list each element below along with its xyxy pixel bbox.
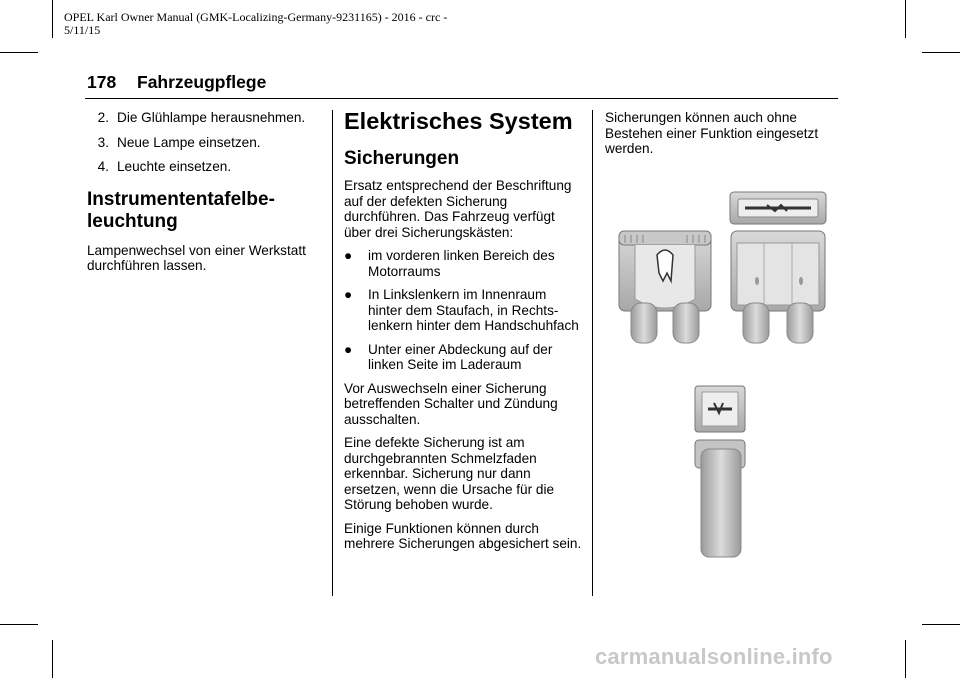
crop-mark [922, 52, 960, 53]
fuse-illustration [605, 185, 837, 565]
mini-fuse-top-view [695, 386, 745, 432]
mini-fuse-side-view [695, 440, 745, 557]
watermark: carmanualsonline.info [595, 644, 833, 669]
bullet-icon: ● [344, 341, 353, 357]
fuse-side-left [619, 231, 711, 343]
list-item [344, 287, 582, 334]
list-item [87, 110, 322, 126]
bullet-text: In Linkslenkern im Innenraum hinter dem Staufach, in Rechtslenkern hinter dem Handschuhfach [368, 287, 579, 333]
page-number: 178 [87, 72, 117, 92]
fuse-side-right [731, 231, 825, 343]
crop-mark [922, 624, 960, 625]
header-rule [85, 98, 838, 99]
step-number: 3. [97, 134, 109, 150]
paragraph: Sicherungen können auch ohne Bestehen einer Funktion eingesetzt werden. [605, 110, 819, 156]
bullet-icon: ● [344, 287, 353, 302]
print-metadata [64, 11, 447, 37]
chapter-title: Fahrzeugpflege [137, 72, 267, 92]
paragraph: Ersatz entsprechend der Beschriftung auf der defekten Sicherung durchführen. Das Fahrzeug verfügt über drei Sicherungskästen: [344, 178, 572, 240]
print-metadata-line1: OPEL Karl Owner Manual (GMK-Localizing-Germany-9231165) - 2016 - crc - [64, 10, 448, 24]
heading-line: Instrumententafelbe- [87, 188, 275, 210]
list-item [87, 135, 322, 151]
step-number: 4. [97, 159, 109, 174]
list-item [344, 342, 582, 373]
column-3 [605, 110, 837, 165]
list-item [344, 248, 582, 279]
section-heading [87, 189, 322, 233]
crop-mark [0, 52, 38, 53]
paragraph: Lampenwechsel von einer Werkstatt durchführen lassen. [87, 242, 306, 273]
step-text: Leuchte einsetzen. [117, 159, 232, 174]
column-divider [332, 110, 333, 596]
fuse-top-view [730, 192, 826, 224]
crop-mark [0, 624, 38, 625]
paragraph: Eine defekte Sicherung ist am durchgebrannten Schmelzfaden erkennbar. Sicherung nur dann ersetzen, wenn die Ursache für die Störung behoben wurde. [344, 435, 555, 512]
list-item [87, 159, 322, 175]
bullet-text: im vorderen linken Bereich des Motorraums [368, 248, 555, 279]
crop-mark [905, 640, 906, 678]
bullet-icon: ● [344, 248, 353, 263]
subsection-title: Sicherungen [344, 148, 460, 169]
section-title: Elektrisches System [344, 108, 573, 134]
column-2 [344, 108, 582, 560]
crop-mark [52, 640, 53, 678]
crop-mark [905, 0, 906, 38]
column-1 [87, 110, 322, 282]
print-metadata-line2: 5/11/15 [64, 23, 101, 37]
page-header [87, 72, 266, 93]
heading-line: leuchtung [87, 210, 178, 232]
step-text: Neue Lampe einsetzen. [117, 134, 261, 150]
column-divider [592, 110, 593, 596]
crop-mark [52, 0, 53, 38]
bullet-text: Unter einer Abdeckung auf der linken Seite im Laderaum [368, 341, 553, 372]
step-number: 2. [97, 110, 109, 125]
step-text: Die Glühlampe herausnehmen. [117, 110, 306, 125]
paragraph: Vor Auswechseln einer Sicherung betreffenden Schalter und Zündung ausschalten. [344, 380, 558, 427]
paragraph: Einige Funktionen können durch mehrere Sicherungen abgesichert sein. [344, 520, 582, 551]
